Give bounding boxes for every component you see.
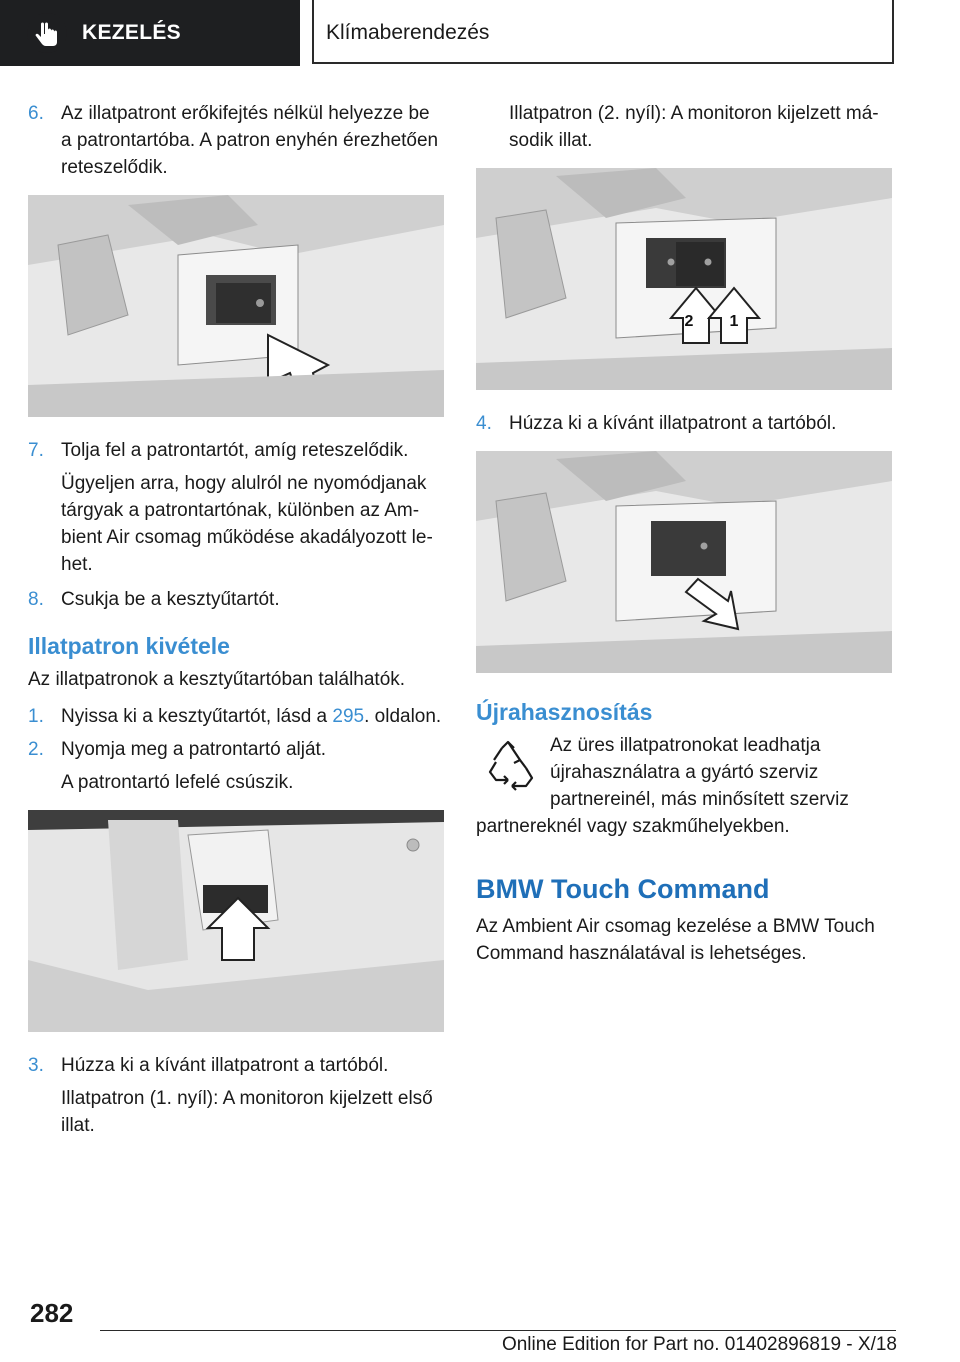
step-text: Az illatpatront erőkifejtés nélkül helyezze be a patrontartóba. A patron enyhén érezhetően reteszelődik.	[61, 103, 439, 178]
photo-pull-cartridge	[476, 451, 892, 673]
list-item	[28, 437, 444, 464]
arrow-label-2: 2	[684, 313, 694, 330]
step-text: Csukja be a kesztyűtartót.	[61, 589, 280, 610]
photo-insert-cartridge	[28, 195, 444, 417]
recycle-text: Az üres illatpatronokat leadhatja újrahasználatra a gyártó szerviz partnereinél, más minősített szerviz partnereknél vagy szakműhelyekben.	[476, 735, 849, 837]
step-text: Tolja fel a patrontartót, amíg reteszelődik.	[61, 440, 409, 461]
step-number: 6.	[28, 103, 44, 124]
section-heading: Illatpatron kivétele	[28, 633, 230, 659]
step-number: 7.	[28, 440, 44, 461]
recycle-icon	[480, 738, 536, 794]
arrow-label-1: 1	[729, 313, 739, 330]
step-text: Húzza ki a kívánt illatpatront a tartóból.	[61, 1055, 389, 1076]
right-column	[476, 100, 892, 967]
step-number: 8.	[28, 589, 44, 610]
step-number: 1.	[28, 706, 44, 727]
step-note: Illatpatron (2. nyíl): A monitoron kijelzett második illat.	[509, 103, 879, 151]
step-text-post: . oldalon.	[364, 706, 442, 727]
section-label: KEZELÉS	[82, 21, 181, 44]
list-item	[28, 703, 444, 730]
chapter-title: Klímaberendezés	[312, 0, 894, 64]
hand-pointer-icon	[26, 12, 68, 54]
step-text	[61, 703, 444, 730]
photo-push-holder	[28, 810, 444, 1032]
list-item	[28, 1052, 444, 1079]
step-note: A patrontartó lefelé csúszik.	[61, 772, 294, 793]
list-item	[476, 410, 892, 437]
step-number: 4.	[476, 413, 492, 434]
step-text-pre: Nyissa ki a kesztyűtartót, lásd a	[61, 706, 333, 727]
edition-text: Online Edition for Part no. 01402896819 - X/18	[501, 1334, 897, 1355]
step-text: Húzza ki a kívánt illatpatront a tartóból.	[509, 413, 837, 434]
step-number: 3.	[28, 1055, 44, 1076]
step-note: Ügyeljen arra, hogy alulról ne nyomódjanak tárgyak a patrontartónak, különben az Ambient Air csomag működése akadályozott lehet.	[61, 473, 433, 575]
recycle-note	[476, 732, 892, 840]
photo-two-cartridges	[476, 168, 892, 390]
page-header	[0, 0, 960, 68]
step-number: 2.	[28, 739, 44, 760]
list-item	[28, 100, 444, 181]
section-heading: Újrahasznosítás	[476, 699, 653, 725]
page-number: 282	[30, 1298, 74, 1328]
list-item	[28, 586, 444, 613]
section-tab[interactable]	[0, 0, 300, 66]
step-text: Nyomja meg a patrontartó alját.	[61, 739, 327, 760]
touch-command-text: Az Ambient Air csomag kezelése a BMW Touch Command használatával is lehetséges.	[476, 916, 875, 964]
step-note: Illatpatron (1. nyíl): A monitoron kijelzett első illat.	[61, 1088, 433, 1136]
section-heading-main: BMW Touch Command	[476, 874, 770, 904]
left-column	[28, 100, 444, 1147]
page-link[interactable]: 295	[332, 706, 365, 727]
footer-divider	[100, 1330, 896, 1331]
intro-text: Az illatpatronok a kesztyűtartóban találhatók.	[28, 669, 406, 690]
list-item	[28, 736, 444, 763]
